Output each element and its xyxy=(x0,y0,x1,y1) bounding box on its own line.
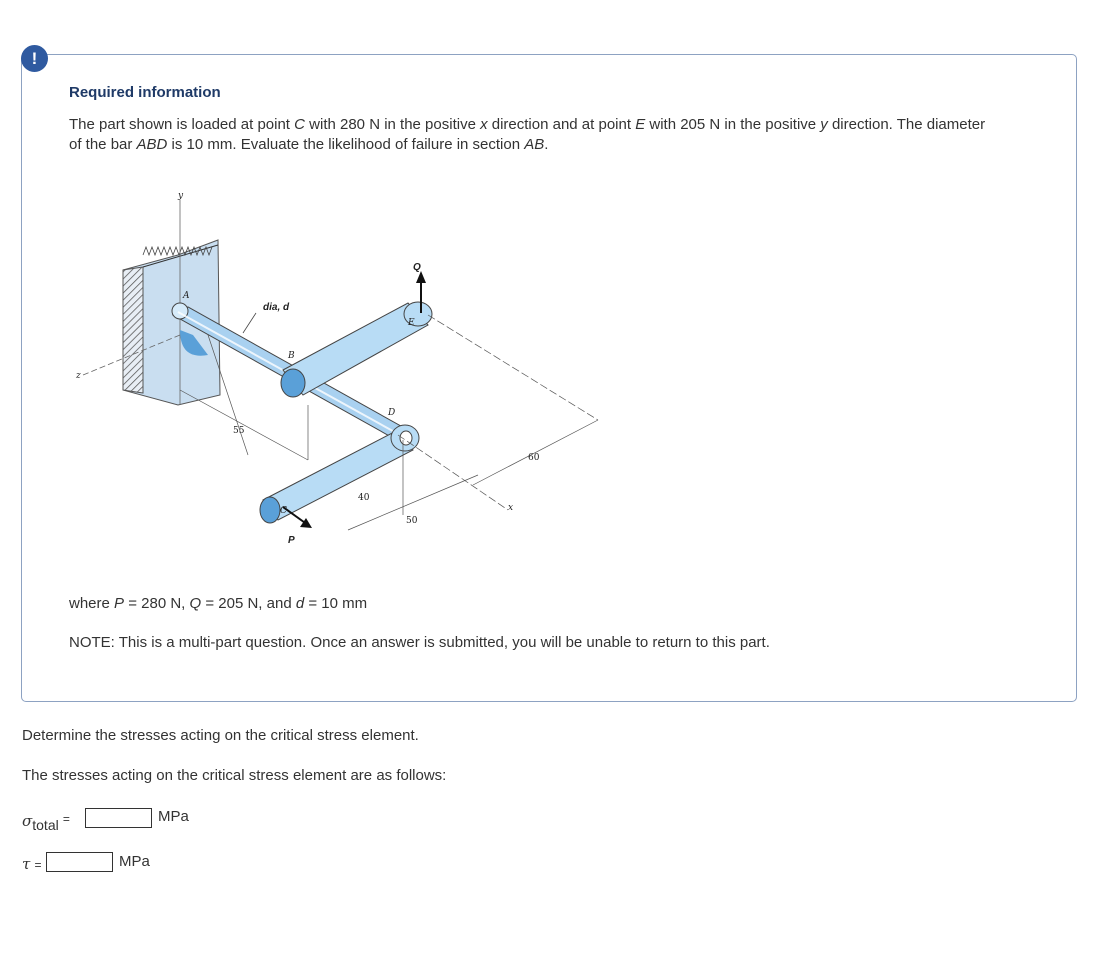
part-figure xyxy=(68,185,628,585)
label-dia: dia, d xyxy=(263,302,290,313)
sigma-label: σtotal = xyxy=(22,812,70,833)
arm-be xyxy=(281,302,432,397)
label-c: C xyxy=(280,506,287,516)
label-d: D xyxy=(388,408,396,418)
label-q: Q xyxy=(413,262,421,273)
info-heading: Required information xyxy=(69,84,221,101)
tau-unit: MPa xyxy=(119,853,150,870)
sigma-total-input[interactable] xyxy=(85,808,152,828)
tau-label: τ = xyxy=(22,855,42,873)
alert-icon: ! xyxy=(21,45,48,72)
dim-55: 55 xyxy=(233,426,245,436)
question-prompt: Determine the stresses acting on the critical stress element. xyxy=(22,727,419,744)
sigma-unit: MPa xyxy=(158,808,189,825)
dia-pointer xyxy=(243,313,256,333)
question-subprompt: The stresses acting on the critical stress element are as follows: xyxy=(22,767,447,784)
dim-60: 60 xyxy=(528,453,540,463)
problem-statement: The part shown is loaded at point C with 280 N in the positive x direction and at point E with 205 N in the positive y direction. The diameter of the bar ABD is 10 mm. Evaluate the likelihood of failure in section AB. xyxy=(69,116,986,153)
label-a: A xyxy=(183,291,190,301)
label-b: B xyxy=(288,351,295,361)
given-values: where P = 280 N, Q = 205 N, and d = 10 mm xyxy=(69,595,368,612)
multi-part-note: NOTE: This is a multi-part question. Once an answer is submitted, you will be unable to return to this part. xyxy=(69,634,770,651)
tau-input[interactable] xyxy=(46,852,113,872)
label-x-axis: x xyxy=(508,503,514,513)
z-axis-label: z xyxy=(76,371,81,381)
dim-50: 50 xyxy=(406,516,418,526)
y-axis-label: y xyxy=(178,191,184,201)
label-e: E xyxy=(408,318,415,328)
label-p: P xyxy=(288,535,295,546)
dim-40: 40 xyxy=(358,493,370,503)
